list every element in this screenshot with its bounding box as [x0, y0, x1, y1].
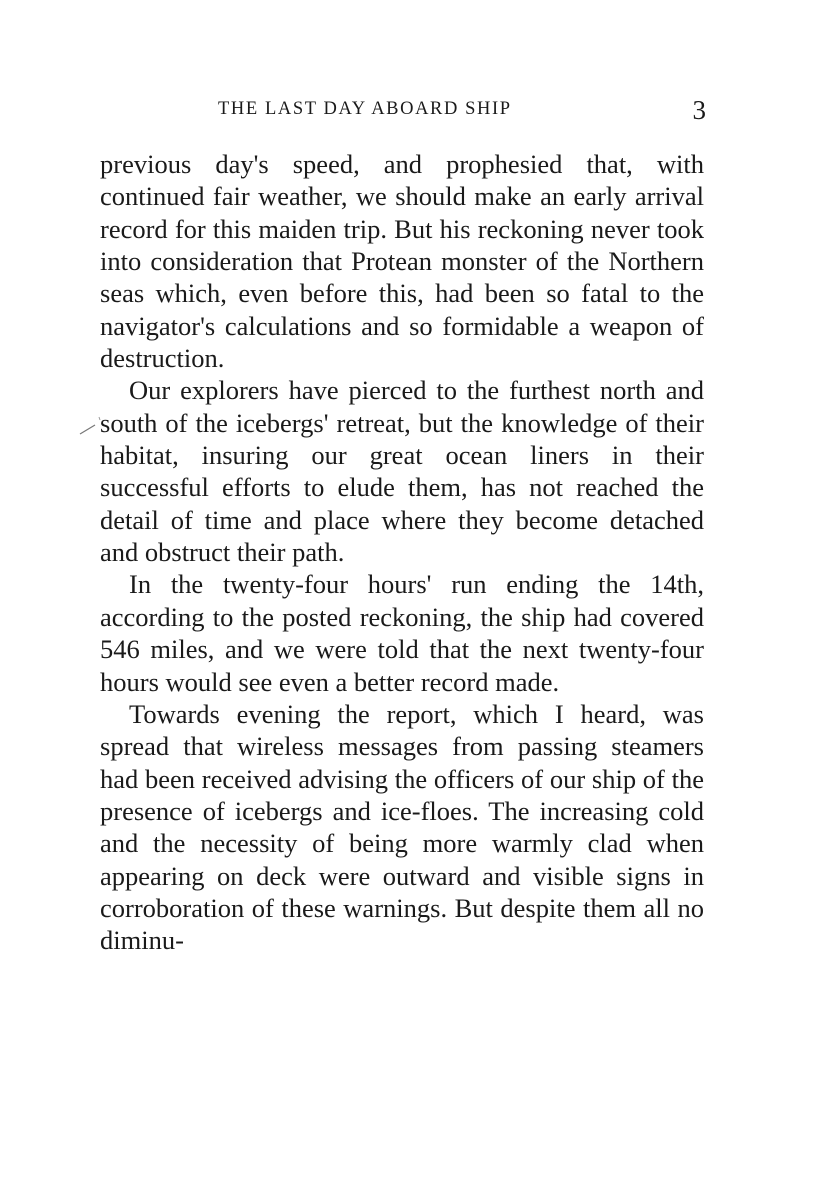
paragraph-ships-run: In the twenty-four hours' run ending the 14th, according to the posted reckoning, the ship had covered 546 miles, and we were told that the next twenty-four hours would see even a better record made.	[100, 569, 704, 697]
running-title: THE LAST DAY ABOARD SHIP	[218, 99, 512, 119]
paragraph-wireless-warnings: Towards evening the report, which I heard, was spread that wireless messages from passing steamers had been received advising the officers of our ship of the presence of icebergs and ice-floes. The increasing cold and the necessity of being more warmly clad when appearing on deck were outward and visible signs in corroboration of these warnings. But despite them all no diminu-	[100, 698, 704, 956]
paragraph-continued: previous day's speed, and prophesied that, with continued fair weather, we should make an early arrival record for this maiden trip. But his reckoning never took into consideration that Protean monster of the Northern seas which, even before this, had been so fatal to the navigator's calculations and so formidable a weapon of destruction.	[100, 149, 704, 374]
running-head	[100, 96, 706, 126]
body-text	[100, 148, 704, 957]
page-number: 3	[692, 95, 706, 125]
paragraph-explorers: Our explorers have pierced to the furthest north and south of the icebergs' retreat, but the knowledge of their habitat, insuring our great ocean liners in their successful efforts to elude them, has not reached the detail of time and place where they become detached and obstruct their path.	[100, 375, 704, 568]
